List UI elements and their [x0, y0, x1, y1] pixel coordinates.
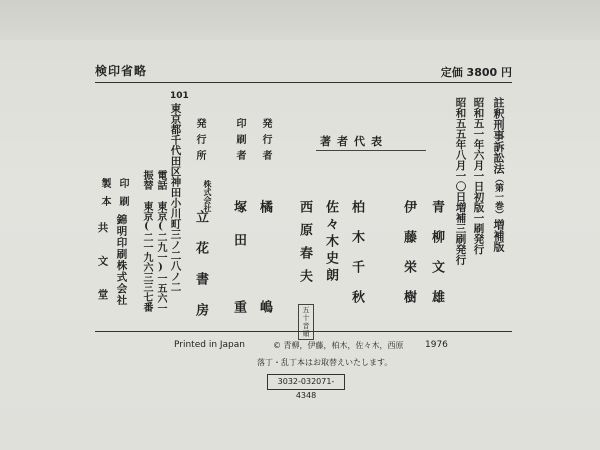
printed-in-japan: Printed in Japan [174, 340, 245, 350]
author-name-5: 西原春夫 [297, 200, 312, 292]
publisher-name: 橘 [257, 200, 272, 213]
edition: 増補版 [492, 219, 505, 252]
copyright-year: 1976 [425, 340, 448, 350]
house-name: 立花書房 [193, 210, 208, 334]
first-print-date: 昭和五一年六月一日初版一刷発行 [472, 97, 485, 255]
bottom-rule [95, 331, 512, 332]
print-company: 錦明印刷株式会社 [115, 214, 128, 306]
printer-name: 塚田 [231, 200, 246, 266]
author-name-2: 伊藤栄樹 [401, 200, 416, 320]
printer-label: 印刷者 [234, 118, 245, 166]
publisher-name-2: 嶋 [257, 300, 272, 313]
house-label: 発行所 [194, 118, 205, 166]
address-street: 東京都千代田区神田小川町三ノ二八ノ二 [169, 103, 182, 292]
bleed-through-area [0, 0, 600, 40]
author-name-1: 青柳文雄 [429, 200, 444, 320]
isbn-box: 3032-032071-4348 [267, 374, 345, 390]
postal-code: 101 [170, 91, 189, 101]
author-name-3: 柏木千秋 [349, 200, 364, 320]
price: 定価 3800 円 [440, 66, 512, 79]
address-transfer: 振替 東京(二一九六三三七番 [141, 170, 152, 312]
reprint-date: 昭和五五年八月一〇日増補三刷発行 [454, 97, 467, 265]
defect-notice: 落丁・乱丁本はお取替えいたします。 [257, 358, 393, 367]
book-title [493, 97, 504, 252]
printer-name-2: 重 [231, 300, 246, 313]
authors-rule [316, 150, 426, 151]
print-label: 印刷 [117, 178, 128, 214]
copyright-line: © 青柳，伊藤，柏木，佐々木，西原 [273, 341, 404, 350]
house-type: 株式会社 [203, 180, 213, 212]
order-stamp: 五十音順 [298, 304, 314, 340]
volume: （第一巻） [493, 174, 503, 219]
bind-label: 製本 [99, 178, 110, 214]
seal-omitted-notice: 検印省略 [95, 64, 148, 78]
bind-company: 共文堂 [96, 222, 109, 323]
publisher-label: 発行者 [260, 118, 271, 166]
author-name-4: 佐々木史朗 [323, 200, 338, 285]
address-phone: 電話 東京(二九一)一五六一 [155, 170, 166, 313]
title-prefix: 註釈刑事訴訟法 [492, 97, 505, 174]
top-rule [95, 82, 512, 83]
authors-heading: 著者代表 [320, 135, 388, 148]
